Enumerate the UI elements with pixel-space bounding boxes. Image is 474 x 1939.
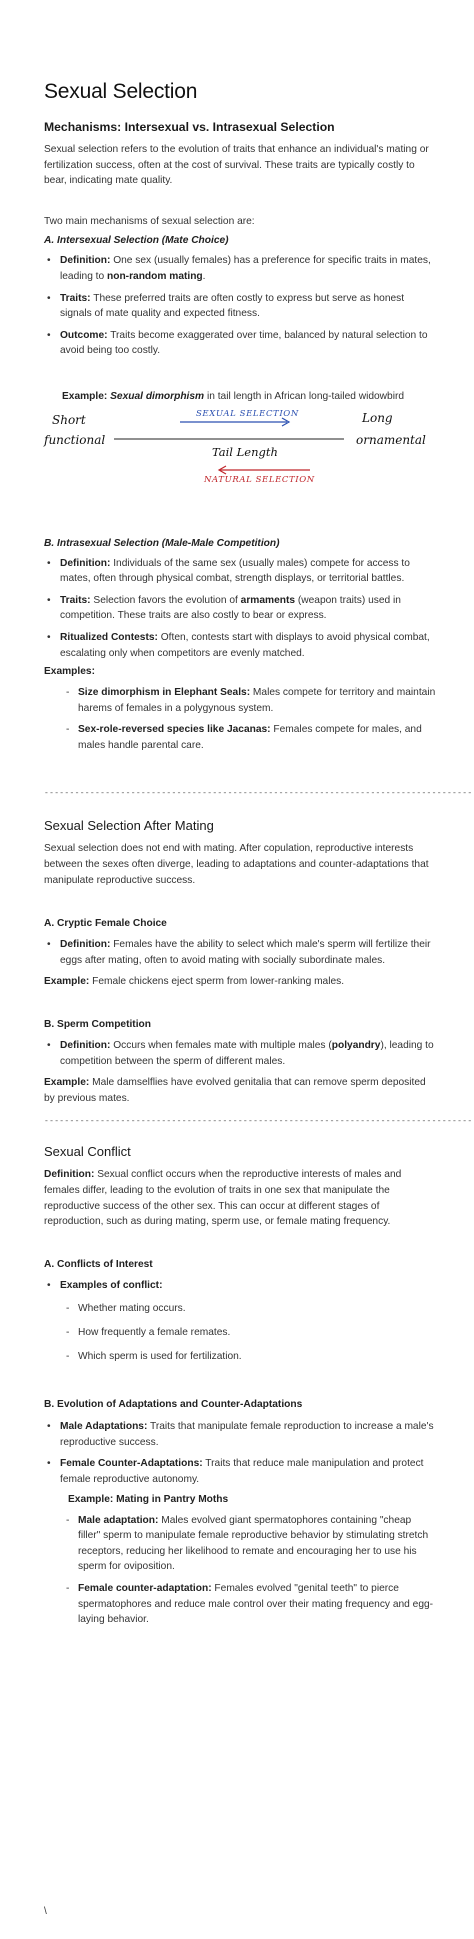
- pantry-moth-list: [44, 1513, 436, 1628]
- adaptations-heading: B. Evolution of Adaptations and Counter-Adaptations: [44, 1399, 303, 1411]
- list-item: - Size dimorphism in Elephant Seals: Males compete for territory and maintain harems of females in a polygynous system.: [62, 685, 436, 716]
- examples-heading: Examples:: [44, 666, 95, 678]
- list-item: • Traits: These preferred traits are often costly to express but serve as honest signals of mate quality and expected fitness.: [44, 291, 436, 322]
- widowbird-example: Example: Sexual dimorphism in tail length in African long-tailed widowbird: [62, 390, 405, 402]
- diagram-functional-label: functional: [44, 432, 106, 447]
- divider: ------------------------------------------------------------------------------------: [44, 1117, 473, 1127]
- list-item: • Female Counter-Adaptations: Traits that reduce male manipulation and protect female reproductive autonomy.: [44, 1456, 436, 1487]
- conflicts-list: [44, 1278, 436, 1294]
- sexual-conflict-definition: Definition: Sexual conflict occurs when the reproductive interests of males and females differ, leading to the evolution of traits in one sex that manipulate the reproductive success of the other sex. This can occur at different stages of reproduction, such as during mating, sperm use, or female mating frequency.: [44, 1169, 402, 1228]
- conflicts-heading: A. Conflicts of Interest: [44, 1258, 153, 1270]
- sperm-competition-example: Example: Male damselflies have evolved genitalia that can remove sperm deposited by previous mates.: [44, 1077, 426, 1104]
- sperm-competition-list: [44, 1038, 436, 1069]
- section2-heading: Sexual Selection After Mating: [44, 818, 214, 834]
- list-item: • Outcome: Traits become exaggerated over time, balanced by natural selection to avoid being too costly.: [44, 328, 436, 359]
- tail-length-diagram: [44, 408, 436, 503]
- section1-heading: Mechanisms: Intersexual vs. Intrasexual Selection: [44, 120, 335, 134]
- divider: ------------------------------------------------------------------------------------: [44, 789, 473, 799]
- diagram-long-label: Long: [362, 410, 393, 425]
- cryptic-choice-example: Example: Female chickens eject sperm from lower-ranking males.: [44, 976, 345, 988]
- diagram-short-label: Short: [52, 412, 86, 427]
- diagram-ornamental-label: ornamental: [356, 432, 426, 447]
- intrasexual-heading: B. Intrasexual Selection (Male-Male Competition): [44, 537, 280, 549]
- document-page: [44, 80, 473, 1628]
- intrasexual-list: [44, 556, 436, 662]
- list-item: - How frequently a female remates.: [62, 1325, 436, 1341]
- list-item: - Female counter-adaptation: Females evolved "genital teeth" to pierce spermatophores and reduce male control over their mating frequency and egg-laying behavior.: [62, 1581, 436, 1628]
- examples-list: [44, 685, 436, 753]
- list-item: • Ritualized Contests: Often, contests start with displays to avoid physical combat, escalating only when competitors are evenly matched.: [44, 630, 436, 661]
- diagram-natural-selection-label: NATURAL SELECTION: [204, 474, 315, 485]
- section3-heading: Sexual Conflict: [44, 1144, 131, 1160]
- two-mechanisms-text: Two main mechanisms of sexual selection are:: [44, 215, 255, 227]
- cryptic-choice-heading: A. Cryptic Female Choice: [44, 918, 167, 930]
- list-item: - Whether mating occurs.: [62, 1301, 436, 1317]
- list-item: - Which sperm is used for fertilization.: [62, 1349, 436, 1365]
- adaptations-list: [44, 1419, 436, 1487]
- list-item: • Examples of conflict:: [44, 1278, 436, 1294]
- page-title: Sexual Selection: [44, 80, 198, 103]
- pantry-moth-heading: Example: Mating in Pantry Moths: [68, 1493, 229, 1505]
- conflicts-sublist: [44, 1301, 436, 1364]
- list-item: • Definition: Females have the ability to select which male's sperm will fertilize their eggs after mating, often to avoid mating with socially subordinate males.: [44, 937, 436, 968]
- intersexual-heading: A. Intersexual Selection (Mate Choice): [44, 235, 229, 247]
- list-item: • Definition: Occurs when females mate with multiple males (polyandry), leading to competition between the sperm of different males.: [44, 1038, 436, 1069]
- sperm-competition-heading: B. Sperm Competition: [44, 1019, 151, 1031]
- section1-intro: Sexual selection refers to the evolution of traits that enhance an individual's mating or fertilization success, often at the cost of survival. These traits are typically costly to bear, indicating mate quality.: [44, 144, 429, 187]
- diagram-tail-length-label: Tail Length: [212, 444, 278, 459]
- intersexual-list: [44, 253, 436, 359]
- footer-mark: \: [44, 1906, 47, 1917]
- list-item: - Sex-role-reversed species like Jacanas: Females compete for males, and males handle parental care.: [62, 722, 436, 753]
- list-item: • Definition: One sex (usually females) has a preference for specific traits in mates, leading to non-random mating.: [44, 253, 436, 284]
- cryptic-choice-list: [44, 937, 436, 968]
- list-item: - Male adaptation: Males evolved giant spermatophores containing "cheap filler" sperm to manipulate female reproductive behavior by stimulating stretch receptors, reducing her likelihood to remate and encouraging her to use his sperm for oviposition.: [62, 1513, 436, 1575]
- list-item: • Traits: Selection favors the evolution of armaments (weapon traits) used in competition. These traits are also costly to bear or express.: [44, 593, 436, 624]
- list-item: • Definition: Individuals of the same sex (usually males) compete for access to mates, often through physical combat, strength displays, or territorial battles.: [44, 556, 436, 587]
- diagram-sexual-selection-label: SEXUAL SELECTION: [196, 408, 299, 419]
- section2-intro: Sexual selection does not end with mating. After copulation, reproductive interests between the sexes often diverge, leading to adaptations and counter-adaptations that manipulate reproductive success.: [44, 843, 429, 886]
- list-item: • Male Adaptations: Traits that manipulate female reproduction to increase a male's reproductive success.: [44, 1419, 436, 1450]
